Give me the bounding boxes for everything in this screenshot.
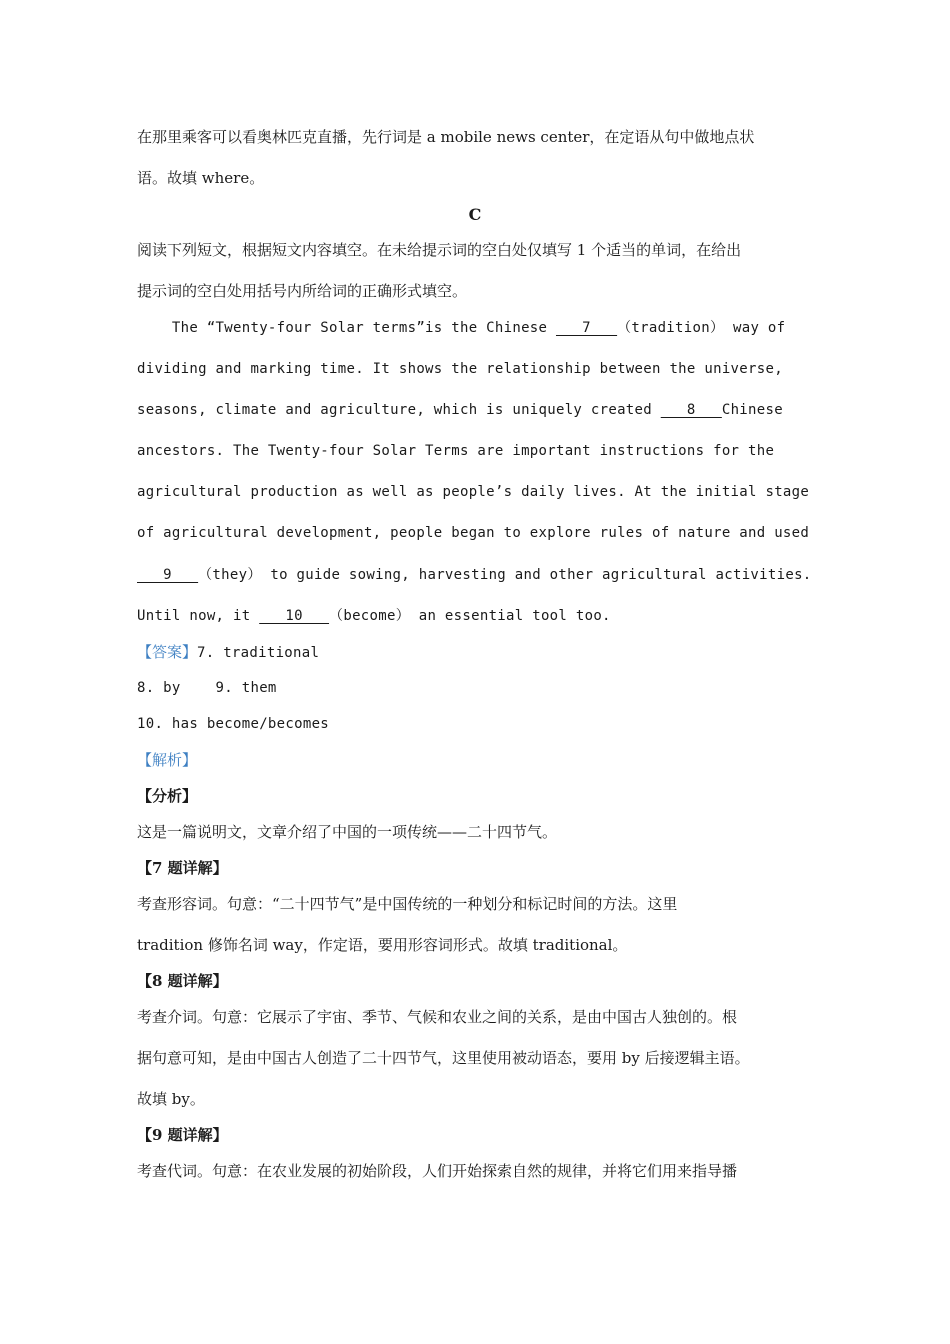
passage-line-2: dividing and marking time. It shows the relationship between the universe, — [137, 361, 783, 377]
answer-tag: 【答案】 — [137, 643, 198, 661]
instructions-line-1: 阅读下列短文，根据短文内容填空。在未给提示词的空白处仅填写 1 个适当的单词，在给出 — [137, 241, 742, 259]
q7-line-1: 考查形容词。句意：“二十四节气”是中国传统的一种划分和标记时间的方法。这里 — [137, 895, 678, 913]
section-letter: C — [468, 205, 482, 224]
passage-text: （they） to guide sowing, harvesting and other agricultural activities. — [198, 567, 812, 583]
passage-text: （tradition） way of — [617, 320, 786, 336]
instructions-line-2: 提示词的空白处用括号内所给词的正确形式填空。 — [137, 282, 468, 300]
answer-10: 10. has become/becomes — [137, 716, 330, 732]
q7-tag: 【7 题详解】 — [137, 859, 228, 877]
fenxi-tag: 【分析】 — [137, 787, 198, 805]
analysis-tag: 【解析】 — [137, 751, 198, 769]
q9-tag: 【9 题详解】 — [137, 1126, 228, 1144]
passage-line-5: agricultural production as well as people’s daily lives. At the initial stage — [137, 484, 810, 500]
blank-7: 7 — [555, 320, 618, 336]
blank-10: 10 — [259, 608, 330, 624]
passage-text: The “Twenty-four Solar terms”is the Chinese — [137, 320, 556, 336]
q7-line-2: tradition 修饰名词 way，作定语，要用形容词形式。故填 traditional。 — [137, 936, 628, 954]
answer-8-9: 8. by 9. them — [137, 680, 277, 696]
q8-line-3: 故填 by。 — [137, 1090, 205, 1108]
intro-line-2: 语。故填 where。 — [137, 169, 265, 187]
answer-line-1 — [137, 642, 827, 663]
fenxi-text: 这是一篇说明文，文章介绍了中国的一项传统——二十四节气。 — [137, 823, 558, 841]
q8-line-2: 据句意可知，是由中国古人创造了二十四节气，这里使用被动语态，要用 by 后接逻辑主语。 — [137, 1049, 750, 1067]
blank-9: 9 — [137, 567, 199, 583]
passage-line-8 — [137, 606, 827, 626]
passage-line-4: ancestors. The Twenty-four Solar Terms are important instructions for the — [137, 443, 775, 459]
answer-7: 7. traditional — [197, 645, 320, 661]
passage-text: （become） an essential tool too. — [329, 608, 611, 624]
intro-line-1: 在那里乘客可以看奥林匹克直播，先行词是 a mobile news center，在定语从句中做地点状 — [137, 128, 755, 146]
passage-text: Until now, it — [137, 608, 260, 624]
q8-line-1: 考查介词。句意：它展示了宇宙、季节、气候和农业之间的关系，是由中国古人独创的。根 — [137, 1008, 738, 1026]
passage-line-3 — [137, 400, 827, 420]
passage-line-6: of agricultural development, people began to explore rules of nature and used — [137, 525, 810, 541]
passage-text: seasons, climate and agriculture, which is uniquely created — [137, 402, 661, 418]
passage-line-1 — [137, 318, 827, 338]
q9-line-1: 考查代词。句意：在农业发展的初始阶段，人们开始探索自然的规律，并将它们用来指导播 — [137, 1162, 738, 1180]
blank-8: 8 — [660, 402, 722, 418]
passage-text: Chinese — [721, 402, 783, 418]
passage-line-7 — [137, 565, 827, 585]
q8-tag: 【8 题详解】 — [137, 972, 228, 990]
